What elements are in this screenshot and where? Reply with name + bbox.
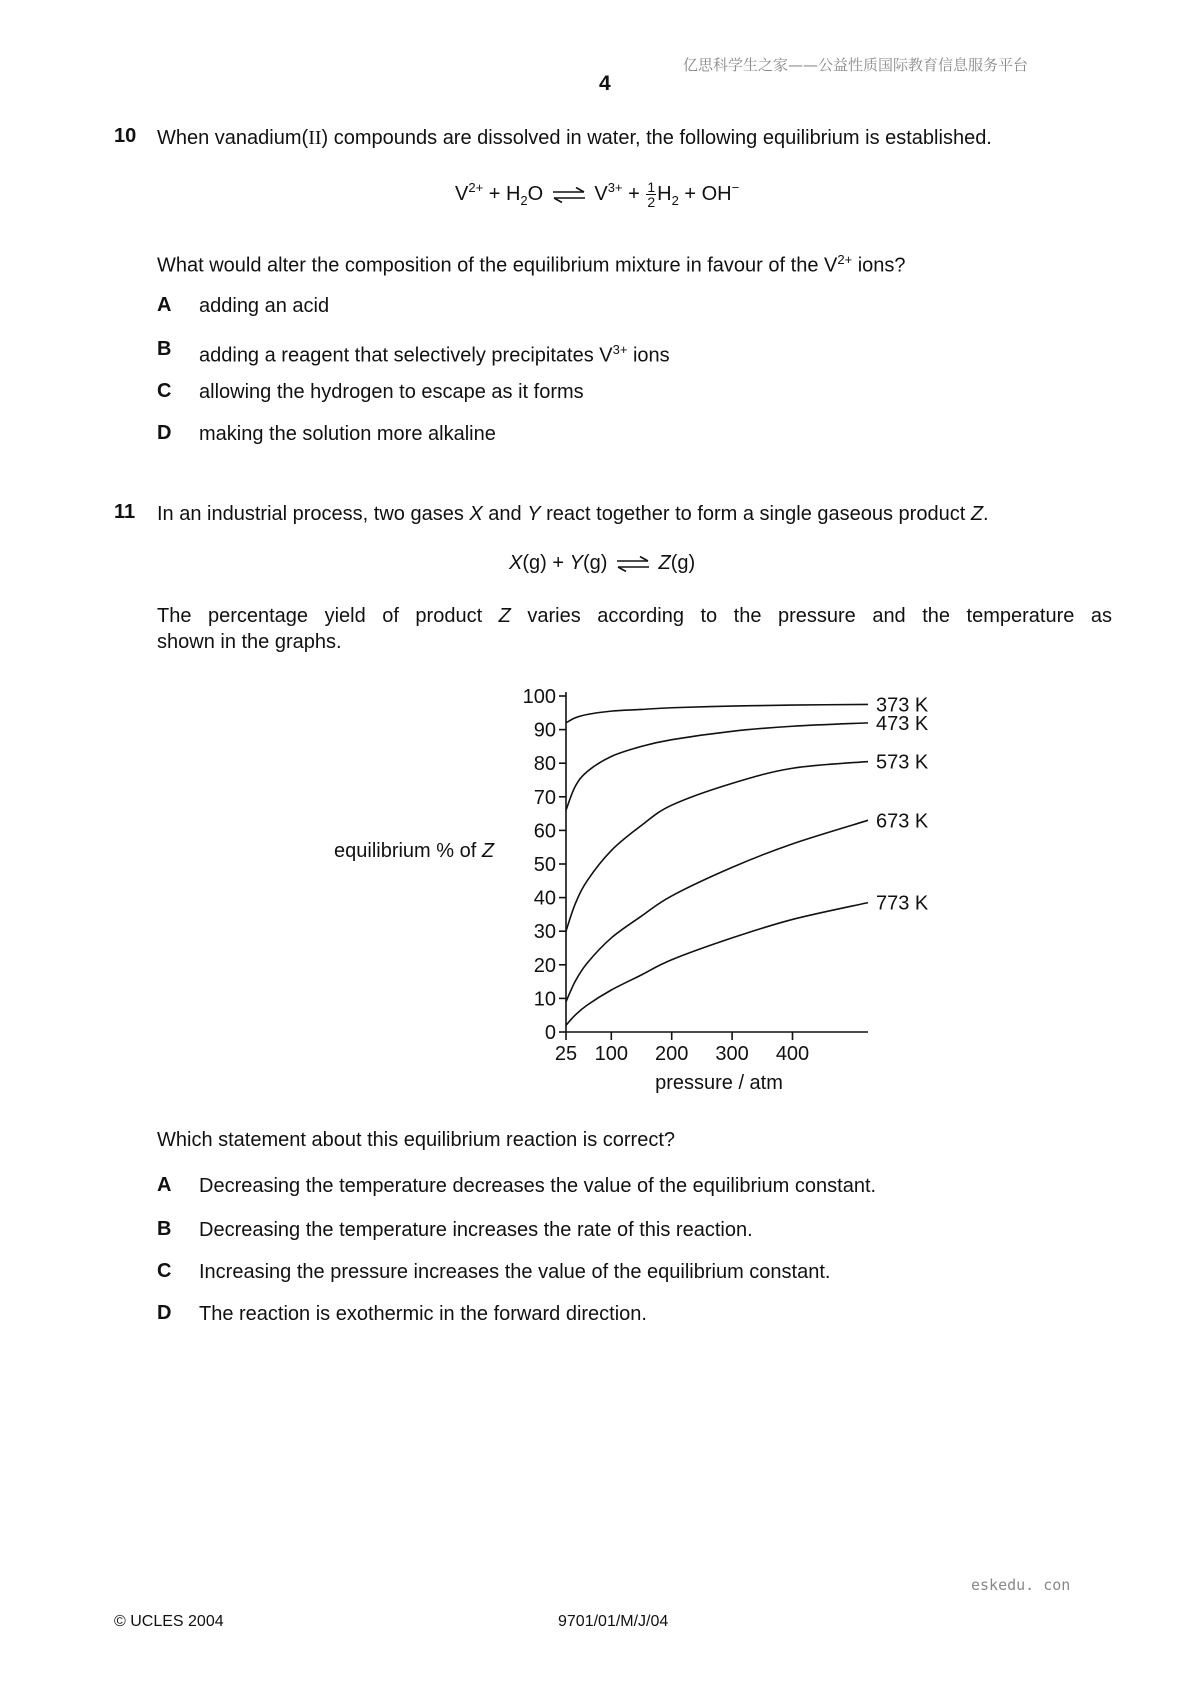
q10-option-c-text: allowing the hydrogen to escape as it forms	[199, 381, 584, 403]
q10-option-a-text: adding an acid	[199, 295, 330, 317]
chart-x-axis-label: pressure / atm	[655, 1072, 783, 1094]
q11-question: Which statement about this equilibrium reaction is correct?	[157, 1129, 676, 1151]
series-label: 673 K	[876, 810, 929, 833]
x-tick-label: 25	[554, 1043, 578, 1065]
series-label: 473 K	[876, 712, 929, 735]
y-tick-label: 70	[533, 786, 556, 809]
q11-option-a-letter: A	[157, 1174, 172, 1196]
q11-yield-text-line2: shown in the graphs.	[157, 631, 342, 653]
page-number: 4	[599, 72, 611, 95]
series-line-673-k	[566, 820, 868, 1001]
y-tick-label: 80	[533, 753, 556, 776]
series-label: 373 K	[876, 694, 929, 717]
q11-number: 11	[114, 501, 136, 523]
x-tick-label: 400	[775, 1043, 810, 1065]
x-tick-label: 300	[715, 1043, 749, 1065]
y-tick-label: 20	[533, 954, 556, 977]
q11-intro: In an industrial process, two gases X and Y react together to form a single gaseous product Z.	[157, 503, 989, 525]
q11-option-b-text: Decreasing the temperature increases the rate of this reaction.	[199, 1219, 753, 1241]
q10-option-b-letter: B	[157, 338, 172, 360]
equilibrium-yield-chart	[500, 680, 960, 1100]
q11-option-d-text: The reaction is exothermic in the forward direction.	[199, 1303, 647, 1325]
series-label: 573 K	[876, 751, 929, 774]
y-tick-label: 50	[533, 854, 556, 876]
series-line-373-k	[566, 704, 868, 722]
y-tick-label: 90	[533, 719, 556, 742]
equilibrium-arrow-icon	[551, 187, 587, 203]
y-tick-label: 10	[533, 988, 556, 1011]
x-tick-label: 100	[594, 1043, 628, 1065]
q10-option-d-letter: D	[157, 422, 172, 444]
chart-y-axis-label: equilibrium % of Z	[334, 840, 495, 862]
bottom-watermark: eskedu. con	[971, 1576, 1071, 1594]
y-tick-label: 0	[544, 1022, 556, 1044]
q11-option-c-text: Increasing the pressure increases the value of the equilibrium constant.	[199, 1261, 831, 1283]
y-tick-label: 30	[533, 921, 556, 944]
q11-option-b-letter: B	[157, 1218, 172, 1240]
footer-paper-code: 9701/01/M/J/04	[558, 1613, 669, 1630]
q10-option-a-letter: A	[157, 294, 172, 316]
q10-option-d-text: making the solution more alkaline	[199, 423, 496, 445]
series-line-573-k	[566, 762, 868, 932]
q10-option-c-letter: C	[157, 380, 172, 402]
q11-option-d-letter: D	[157, 1302, 172, 1324]
y-tick-label: 40	[533, 887, 556, 910]
footer-copyright: © UCLES 2004	[114, 1613, 224, 1630]
x-tick-label: 200	[655, 1043, 689, 1065]
q11-option-c-letter: C	[157, 1260, 172, 1282]
q10-number: 10	[114, 125, 137, 147]
series-label: 773 K	[876, 892, 929, 915]
series-line-473-k	[566, 723, 868, 810]
y-tick-label: 60	[533, 820, 556, 843]
top-watermark: 亿思科学生之家——公益性质国际教育信息服务平台	[683, 56, 1029, 74]
y-tick-label: 100	[522, 686, 556, 708]
q10-intro: When vanadium(II) compounds are dissolved in water, the following equilibrium is established.	[157, 127, 992, 149]
q10-equation: $V^{2+} + H_2O$ $V^{3+}$ + $\frac{1}{2}$ $H_2 + OH^-$	[455, 179, 740, 210]
q11-option-a-text: Decreasing the temperature decreases the value of the equilibrium constant.	[199, 1175, 877, 1197]
q11-yield-text-line1: The percentage yield of product Z varies according to the pressure and the temperature as	[157, 605, 1112, 627]
q10-question: What would alter the composition of the equilibrium mixture in favour of the $V^{2+}$ ions?	[157, 252, 906, 277]
q10-option-b-text: adding a reagent that selectively precipitates $V^{3+}$ ions	[199, 342, 670, 367]
half-fraction: $\frac{1}{2}$	[647, 179, 656, 210]
equilibrium-arrow-icon	[615, 556, 651, 572]
series-line-773-k	[566, 903, 868, 1026]
q11-equation: X(g) + Y(g) Z(g)	[509, 552, 696, 574]
